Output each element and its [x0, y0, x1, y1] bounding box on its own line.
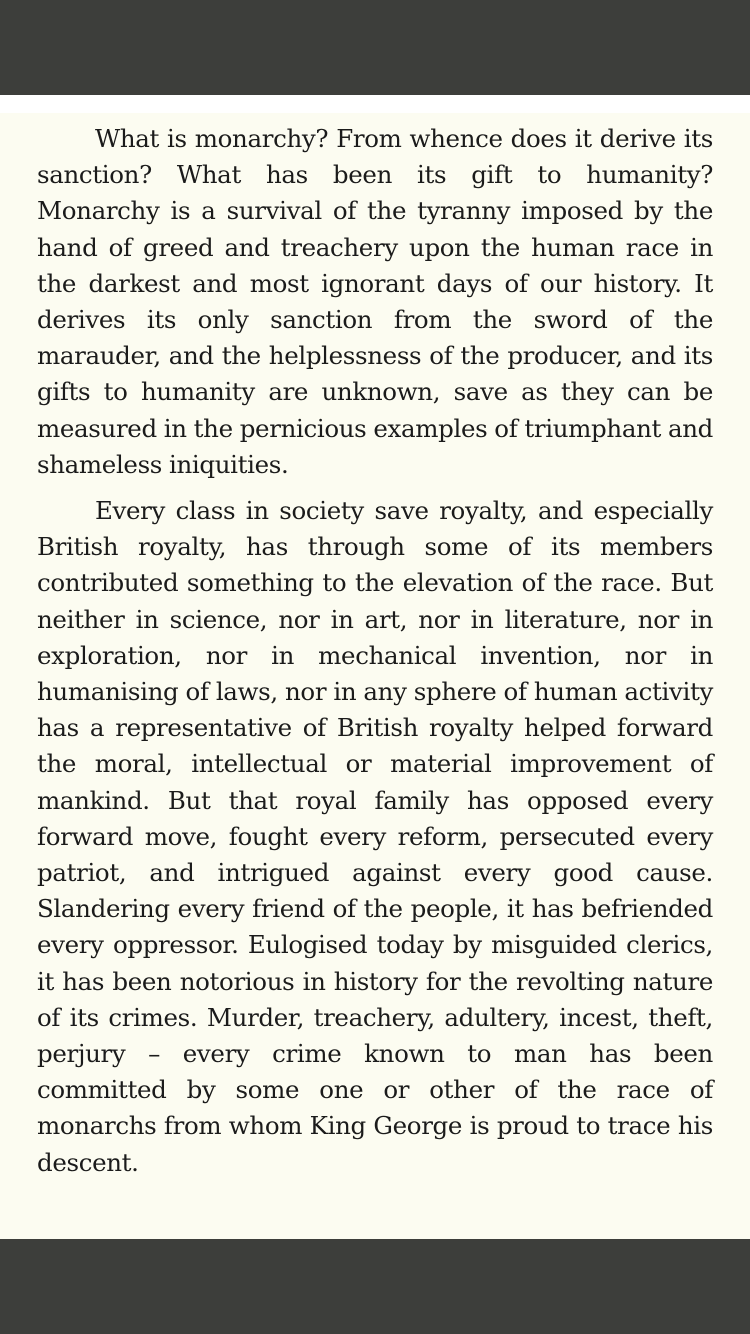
paragraph-2: Every class in society save royalty, and especially British royalty, has through some of its members contributed something to the elevation of the race. But neither in science, nor in art, nor in literature, nor in exploration, nor in mechanical invention, nor in humanising of laws, nor in any sphere of human activity has a representative of British royalty helped forward the moral, intellectual or material improvement of mankind. But that royal family has opposed every forward move, fought every reform, persecuted every patriot, and intrigued against every good cause. Slandering every friend of the people, it has befriended every oppressor. Eulogised today by misguided clerics, it has been notorious in history for the revolting nature of its crimes. Murder, treachery, adultery, incest, theft, perjury – every crime known to man has been committed by some one or other of the race of monarchs from whom King George is proud to trace his descent.: [37, 496, 713, 1177]
top-toolbar[interactable]: [0, 0, 750, 95]
page-top-edge: [0, 95, 750, 113]
paragraph-1: What is monarchy? From whence does it derive its sanction? What has been its gift to humanity? Monarchy is a survival of the tyranny imposed by the hand of greed and treachery upon the human race in the darkest and most ignorant days of our history. It derives its only sanction from the sword of the marauder, and the helplessness of the producer, and its gifts to humanity are unknown, save as they can be measured in the pernicious examples of triumphant and shameless iniquities.: [37, 124, 713, 479]
bottom-toolbar[interactable]: [0, 1239, 750, 1334]
reader-page[interactable]: [0, 113, 750, 1239]
